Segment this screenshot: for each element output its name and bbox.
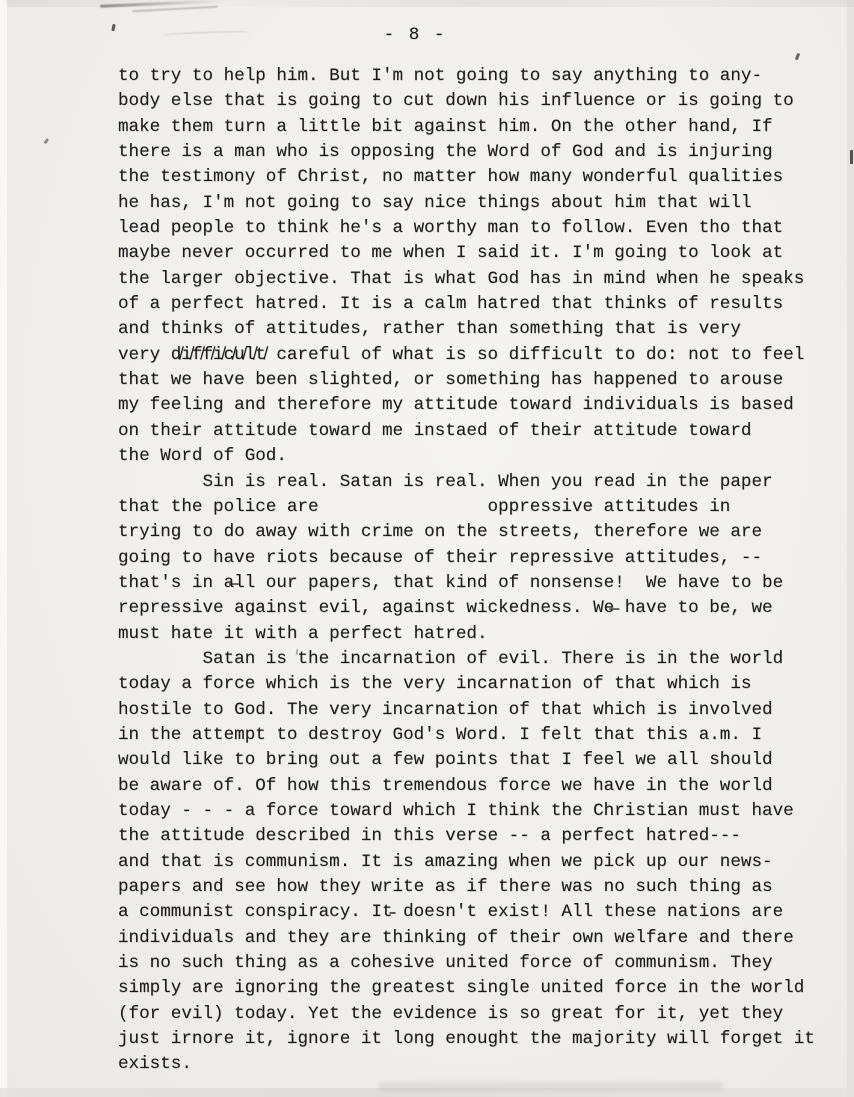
text-line: in the attempt to destroy God's Word. I felt that this a.m. I <box>118 724 763 745</box>
text-line: the larger objective. That is what God has in mind when he speaks <box>118 268 805 289</box>
paper-edge-left <box>0 0 7 1097</box>
text-line: the attitude described in this verse -- a perfect hatred--- <box>118 826 741 847</box>
paper-edge-right <box>847 0 854 1097</box>
text-line: and thinks of attitudes, rather than something that is very <box>118 319 741 340</box>
text-line: exists. <box>118 1054 192 1075</box>
page-number: - 8 - <box>383 25 447 45</box>
text-line: on their attitude toward me instaed of their attitude toward <box>118 420 752 441</box>
paper-edge-top <box>0 0 854 7</box>
text-line: going to have riots because of their repressive attitudes, -- <box>118 547 763 568</box>
text-line: body else that is going to cut down his influence or is going to <box>118 91 794 112</box>
text-line: there is a man who is opposing the Word of God and is injuring <box>118 142 773 163</box>
scan-artifact <box>850 150 853 164</box>
text-line: (for evil) today. Yet the evidence is so great for it, yet they <box>118 1003 784 1024</box>
scan-artifact <box>100 0 228 8</box>
text-line: to try to help him. But I'm not going to say anything to any- <box>118 66 763 86</box>
text-line: is no such thing as a cohesive united force of communism. They <box>118 953 773 974</box>
text-line: just irnore it, ignore it long enought the majority will forget it <box>118 1029 815 1050</box>
text-line: of a perfect hatred. It is a calm hatred that thinks of results <box>118 294 784 315</box>
scan-artifact <box>132 6 218 12</box>
text-line: my feeling and therefore my attitude toward individuals is based <box>118 395 794 416</box>
document-body <box>118 64 815 1078</box>
text-line: that we have been slighted, or something has happened to arouse <box>118 370 784 391</box>
text-line: very d̸i̸f̸f̸i̸c̸u̸l̸t̸ careful of what is so difficult to do: not to feel <box>118 344 805 365</box>
text-line: repressive against evil, against wickedness. We̶ have to be, we <box>118 598 773 619</box>
text-line: must hate it with a perfect hatred. <box>118 623 488 644</box>
text-line: that's in a̶ll our papers, that kind of nonsense! We have to be <box>118 572 784 593</box>
text-line: trying to do away with crime on the streets, therefore we are <box>118 522 763 543</box>
text-line: make them turn a little bit against him. On the other hand, If <box>118 116 773 137</box>
text-line: today a force which is the very incarnation of that which is <box>118 674 752 695</box>
scan-artifact <box>378 1082 723 1090</box>
text-line: simply are ignoring the greatest single united force in the world <box>118 978 805 999</box>
text-line: hostile to God. The very incarnation of that which is involved <box>118 699 773 720</box>
text-line: maybe never occurred to me when I said it. I'm going to look at <box>118 243 784 264</box>
text-line: the Word of God. <box>118 446 287 467</box>
text-line: be aware of. Of how this tremendous force we have in the world <box>118 775 773 796</box>
text-line: Sin is real. Satan is real. When you read in the paper <box>118 471 773 492</box>
text-line: individuals and they are thinking of their own welfare and there <box>118 927 794 948</box>
text-line: a communist conspiracy. It̵ doesn't exist! All these nations are <box>118 902 784 923</box>
text-line: and that is communism. It is amazing when we pick up our news- <box>118 851 773 872</box>
text-line: would like to bring out a few points that I feel we all should <box>118 750 773 771</box>
text-line: that the police are oppressive attitudes in <box>118 496 731 517</box>
scan-artifact <box>44 138 50 145</box>
text-line: Satan is the incarnation of evil. There is in the world <box>118 648 784 669</box>
text-line: lead people to think he's a worthy man to follow. Even tho that <box>118 218 784 239</box>
text-line: papers and see how they write as if there was no such thing as <box>118 877 773 897</box>
text-line: he has, I'm not going to say nice things about him that will <box>118 192 752 213</box>
paper-edge-bottom <box>0 1088 854 1097</box>
text-line: the testimony of Christ, no matter how many wonderful qualities <box>118 167 784 188</box>
text-line: today - - - a force toward which I think the Christian must have <box>118 800 794 821</box>
scan-artifact <box>795 53 800 60</box>
